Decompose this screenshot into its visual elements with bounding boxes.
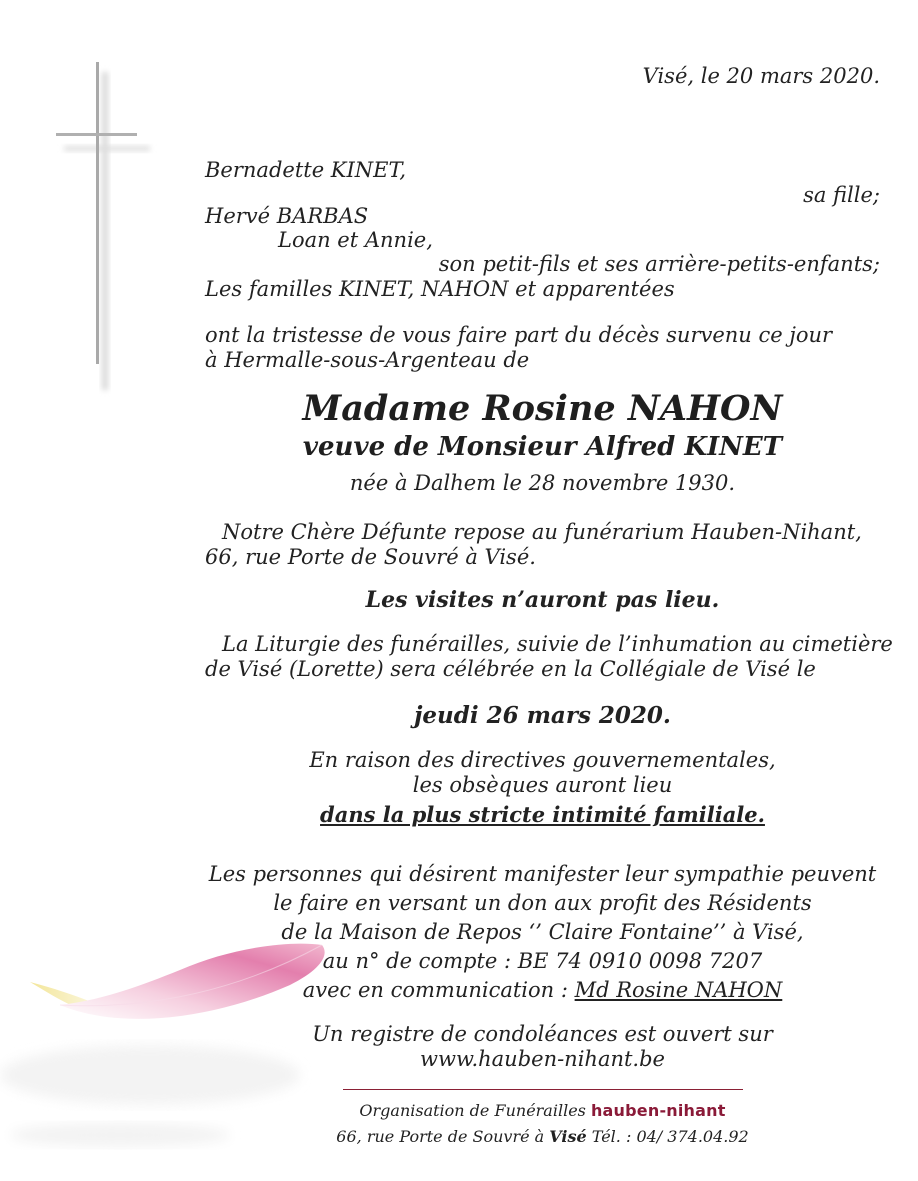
great-grandchildren-names: Loan et Annie,	[278, 228, 433, 252]
date-line: Visé, le 20 mars 2020.	[642, 64, 880, 88]
footer-address	[205, 1126, 880, 1148]
rest-line-1: Notre Chère Défunte repose au funérarium Hauben-Nihant,	[222, 520, 862, 544]
footer-organisation	[205, 1100, 880, 1122]
brand-logo-text: hauben-nihant	[590, 1101, 726, 1120]
footer-divider	[343, 1089, 743, 1090]
families-line: Les familles KINET, NAHON et apparentées	[205, 277, 675, 301]
donation-line-2: le faire en versant un don aux profit des Résidents	[273, 891, 812, 915]
deceased-name: Madame Rosine NAHON	[302, 388, 783, 429]
liturgy-line-2: de Visé (Lorette) sera célébrée en la Collégiale de Visé le	[205, 657, 816, 681]
visits-line: Les visites n’auront pas lieu.	[365, 587, 720, 613]
restrictions-line-3: dans la plus stricte intimité familiale.	[320, 802, 765, 827]
condolences-website[interactable]: www.hauben-nihant.be	[420, 1047, 665, 1071]
birth-line: née à Dalhem le 28 novembre 1930.	[349, 471, 736, 495]
phone-number: Tél. : 04/ 374.04.92	[586, 1127, 749, 1146]
widow-of-line: veuve de Monsieur Alfred KINET	[302, 432, 783, 462]
organisation-label: Organisation de Funérailles	[359, 1101, 591, 1120]
funeral-date: jeudi 26 mars 2020.	[414, 702, 671, 729]
cross-icon	[40, 50, 180, 410]
restrictions-line-3-wrap	[205, 803, 880, 827]
donation-line-4: au n° de compte : BE 74 0910 0098 7207	[322, 949, 763, 973]
donation-line-5	[205, 978, 880, 1002]
announcement-line-2: à Hermalle-sous-Argenteau de	[205, 348, 530, 372]
restrictions-line-1: En raison des directives gouvernementales,	[309, 748, 776, 772]
daughter-name: Bernadette KINET,	[205, 158, 407, 182]
daughter-relation: sa fille;	[803, 183, 880, 207]
restrictions-line-2: les obsèques auront lieu	[412, 773, 673, 797]
address-street: 66, rue Porte de Souvré à	[336, 1127, 550, 1146]
grandson-name: Hervé BARBAS	[205, 204, 369, 228]
rest-line-2: 66, rue Porte de Souvré à Visé.	[205, 545, 536, 569]
announcement-line-1: ont la tristesse de vous faire part du décès survenu ce jour	[205, 323, 833, 347]
liturgy-line-1: La Liturgie des funérailles, suivie de l’inhumation au cimetière	[222, 632, 893, 656]
communication-label: avec en communication :	[302, 978, 575, 1002]
donation-line-3: de la Maison de Repos ‘’ Claire Fontaine’’ à Visé,	[281, 920, 804, 944]
donation-line-1: Les personnes qui désirent manifester leur sympathie peuvent	[208, 862, 877, 886]
communication-reference: Md Rosine NAHON	[574, 978, 783, 1002]
condolences-line: Un registre de condoléances est ouvert sur	[312, 1022, 773, 1046]
address-city: Visé	[549, 1127, 587, 1146]
grandchildren-relation: son petit-fils et ses arrière-petits-enfants;	[438, 252, 880, 276]
